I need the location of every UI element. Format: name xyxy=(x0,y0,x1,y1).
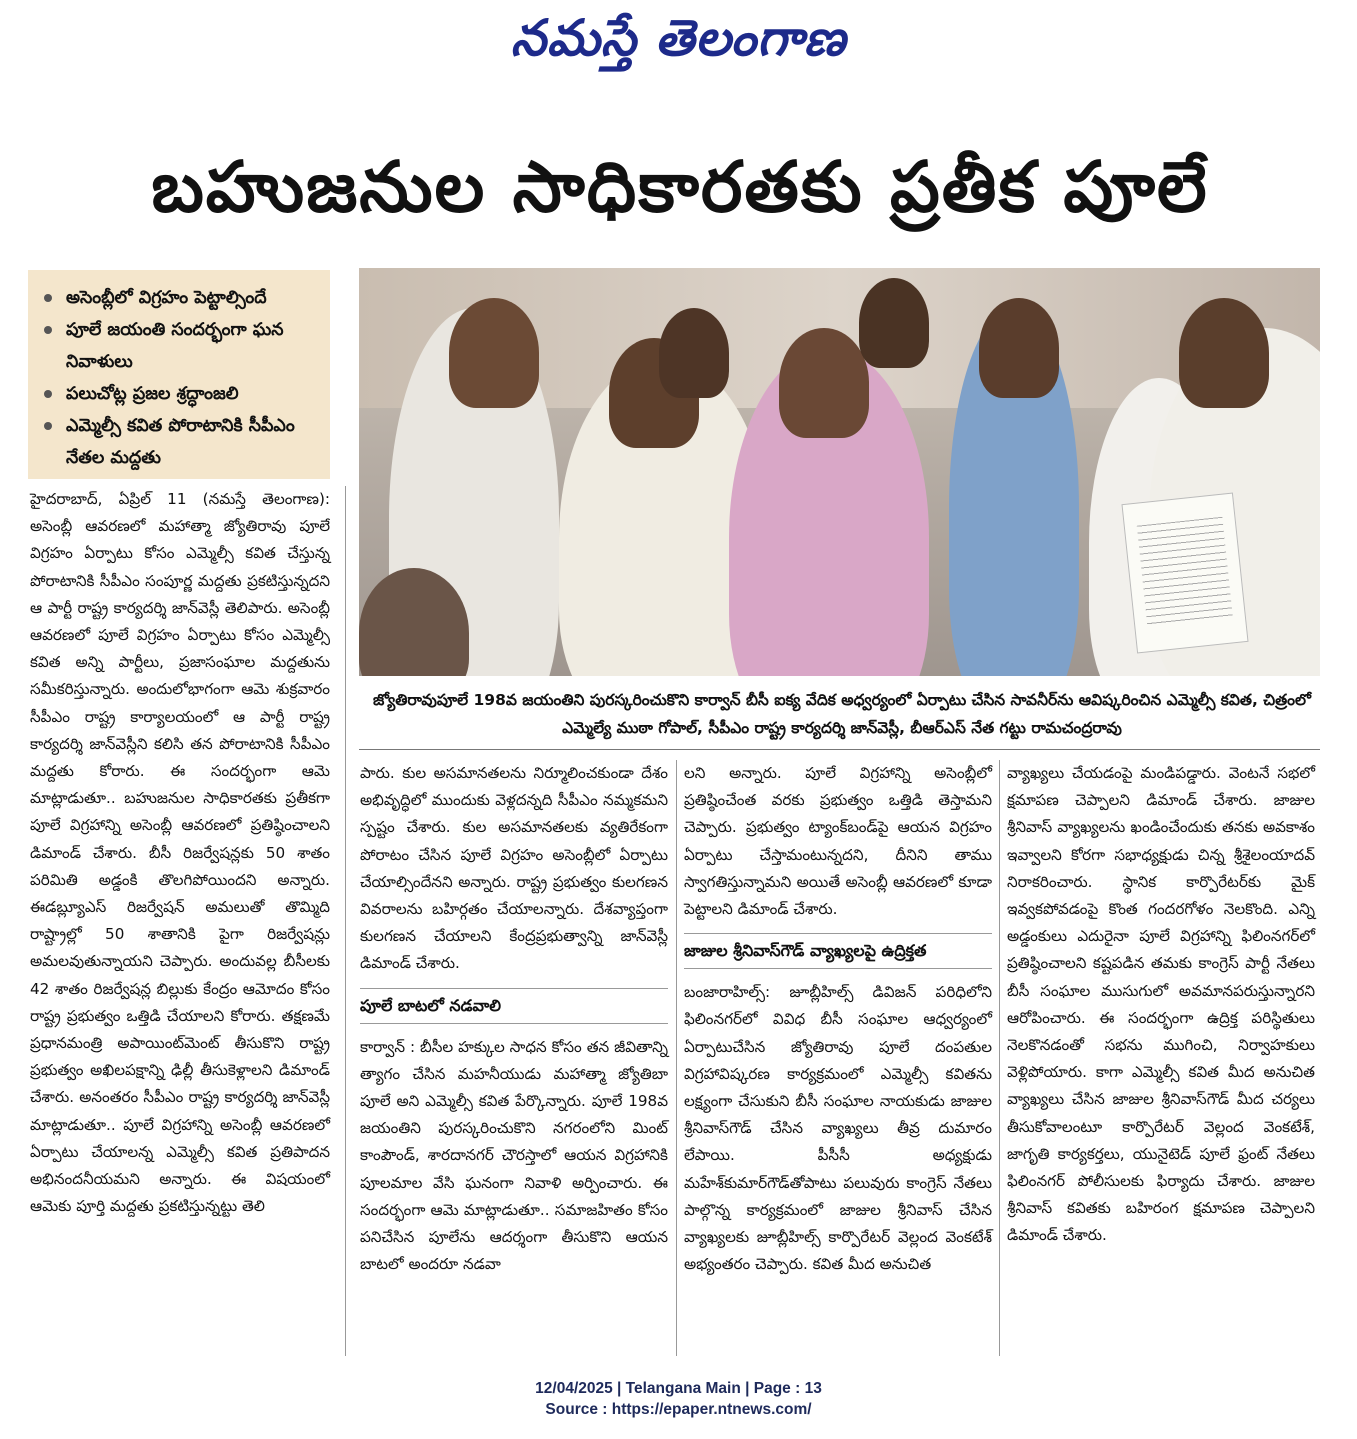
person-figure xyxy=(659,308,729,398)
news-photo xyxy=(359,268,1320,676)
article-paragraph: లని అన్నారు. పూలే విగ్రహాన్ని అసెంబ్లీలో ప్రతిష్ఠించేంత వరకు ప్రభుత్వం ఒత్తిడి తెస్తామని చెప్పారు. ప్రభుత్వం ట్యాంక్‌బండ్‌పై ఆయన విగ్రహం ఏర్పాటు చేస్తామంటున్నదని, దీనిని తాము స్వాగతిస్తున్నామని అయితే అసెంబ్లీ ఆవరణలో కూడా పెట్టాలని డిమాండ్ చేశారు. xyxy=(684,764,992,919)
highlight-text: పలుచోట్ల ప్రజల శ్రద్ధాంజలి xyxy=(66,384,239,404)
highlight-text: ఎమ్మెల్సీ కవిత పోరాటానికి సీపీఎం నేతల మద్దతు xyxy=(66,416,295,468)
highlight-item xyxy=(40,410,322,474)
subheading: పూలే బాటలో నడవాలి xyxy=(360,988,668,1024)
person-figure xyxy=(859,278,929,368)
footer-date-page: 12/04/2025 | Telangana Main | Page : 13 xyxy=(535,1380,822,1397)
bullet-icon xyxy=(44,390,52,398)
souvenir-document xyxy=(1121,493,1248,654)
highlight-text: అసెంబ్లీలో విగ్రహం పెట్టాల్సిందే xyxy=(66,288,267,308)
page-footer xyxy=(0,1378,1357,1420)
article-paragraph: హైదరాబాద్, ఏప్రిల్ 11 (నమస్తే తెలంగాణ): అసెంబ్లీ ఆవరణలో మహాత్మా జ్యోతిరావు పూలే విగ్రహం ఏర్పాటు కోసం ఎమ్మెల్సీ కవిత చేస్తున్న పోరాటానికి సీపీఎం సంపూర్ణ మద్దతు ప్రకటిస్తున్నదని ఆ పార్టీ రాష్ట్ర కార్యదర్శి జాన్‌వెస్లీ తెలిపారు. అసెంబ్లీ ఆవరణలో పూలే విగ్రహం ఏర్పాటు కోసం ఎమ్మెల్సీ కవిత అన్ని పార్టీలు, ప్రజాసంఘాల మద్దతును సమీకరిస్తున్నారు. అందులోభాగంగా ఆమె శుక్రవారం సీపీఎం రాష్ట్ర కార్యాలయంలో ఆ పార్టీ రాష్ట్ర కార్యదర్శి జాన్‌వెస్లీని కలిసి తన పోరాటానికి సీపీఎం మద్దతు కోరారు. ఈ సందర్భంగా ఆమె మాట్లాడుతూ.. బహుజనుల సాధికారతకు ప్రతీకగా పూలే విగ్రహాన్ని అసెంబ్లీ ఆవరణలో ప్రతిష్ఠించాలని డిమాండ్ చేశారు. బీసీ రిజర్వేషన్లకు 50 శాతం పరిమితి అడ్డంకి తొలగిపోయిందని అన్నారు. ఈడబ్ల్యూఎస్ రిజర్వేషన్ అమలుతో తొమ్మిది రాష్ట్రాల్లో 50 శాతానికి పైగా రిజర్వేషన్లు అమలవుతున్నాయని చెప్పారు. అందువల్ల బీసీలకు 42 శాతం రిజర్వేషన్ల బిల్లుకు కేంద్రం ఆమోదం కోసం రాష్ట్ర ప్రభుత్వం ఒత్తిడి చేయాలని కోరారు. తక్షణమే ప్రధానమంత్రి అపాయింట్‌మెంట్ తీసుకొని రాష్ట్ర ప్రభుత్వం అఖిలపక్షాన్ని ఢిల్లీ తీసుకెళ్లాలని డిమాండ్ చేశారు. అనంతరం సీపీఎం రాష్ట్ర కార్యదర్శి జాన్‌వెస్లీ మాట్లాడుతూ.. పూలే విగ్రహాన్ని అసెంబ్లీ ఆవరణలో ఏర్పాటు చేయాలన్న ఎమ్మెల్సీ కవిత ప్రతిపాదన అభినందనీయమని అన్నారు. ఈ విషయంలో ఆమెకు పూర్తి మద్దతు ప్రకటిస్తున్నట్టు తెలి xyxy=(30,490,330,1216)
bullet-icon xyxy=(44,326,52,334)
highlight-text: పూలే జయంతి సందర్భంగా ఘన నివాళులు xyxy=(66,320,284,372)
article-paragraph: పారు. కుల అసమానతలను నిర్మూలించకుండా దేశం అభివృద్ధిలో ముందుకు వెళ్లదన్నది సీపీఎం నమ్మకమని స్పష్టం చేశారు. కుల అసమానతలకు వ్యతిరేకంగా పోరాటం చేసిన పూలే విగ్రహం అసెంబ్లీలో ఏర్పాటు చేయాల్సిందేనని అన్నారు. రాష్ట్ర ప్రభుత్వం కులగణన వివరాలను బహిర్గతం చేయాలన్నారు. దేశవ్యాప్తంగా కులగణన చేయాలని కేంద్రప్రభుత్వాన్ని జాన్‌వెస్లీ డిమాండ్ చేశారు. xyxy=(360,764,668,973)
masthead-title: నమస్తే తెలంగాణ xyxy=(510,8,847,67)
article-column-4 xyxy=(1007,760,1315,1250)
person-figure xyxy=(779,328,869,438)
person-figure xyxy=(1179,298,1269,408)
column-divider xyxy=(345,486,346,1356)
article-column-2 xyxy=(360,760,668,1278)
article-paragraph: బంజారాహిల్స్: జూబ్లీహిల్స్ డివిజన్ పరిధిలోని ఫిలింనగర్‌లో వివిధ బీసీ సంఘాల ఆధ్వర్యంలో ఏర్పాటుచేసిన జ్యోతిరావు పూలే దంపతుల విగ్రహావిష్కరణ కార్యక్రమంలో ఎమ్మెల్సీ కవితను లక్ష్యంగా చేసుకుని బీసీ సంఘాల నాయకుడు జాజుల శ్రీనివాస్‌గౌడ్ చేసిన వ్యాఖ్యలు తీవ్ర దుమారం లేపాయి. పీసీసీ అధ్యక్షుడు మహేశ్‌కుమార్‌గౌడ్‌తోపాటు పలువురు కాంగ్రెస్ నేతలు పాల్గొన్న కార్యక్రమంలో జాజుల శ్రీనివాస్ చేసిన వ్యాఖ్యలకు జూబ్లీహిల్స్ కార్పొరేటర్ వెల్లంద వెంకటేశ్ అభ్యంతరం చెప్పారు. కవిత మీద అనుచిత xyxy=(684,983,992,1274)
bullet-icon xyxy=(44,422,52,430)
article-column-1 xyxy=(30,486,330,1220)
subheading: జాజుల శ్రీనివాస్‌గౌడ్ వ్యాఖ్యలపై ఉద్రిక్తత xyxy=(684,933,992,969)
caption-divider xyxy=(359,749,1320,750)
column-divider xyxy=(999,760,1000,1356)
person-figure xyxy=(449,298,539,408)
article-paragraph: వ్యాఖ్యలు చేయడంపై మండిపడ్డారు. వెంటనే సభలో క్షమాపణ చెప్పాలని డిమాండ్ చేశారు. జాజుల శ్రీనివాస్ వ్యాఖ్యలను ఖండించేందుకు తనకు అవకాశం ఇవ్వాలని కోరగా సభాధ్యక్షుడు చిన్న శ్రీశైలంయాదవ్ నిరాకరించారు. స్థానిక కార్పొరేటర్‌కు మైక్ ఇవ్వకపోవడంపై కొంత గందరగోళం నెలకొంది. ఎన్ని అడ్డంకులు ఎదురైనా పూలే విగ్రహాన్ని ఫిలింనగర్‌లో ప్రతిష్ఠించాలని కష్టపడిన తమకు కాంగ్రెస్ పార్టీ నేతలు బీసీ సంఘాల ముసుగులో అవమానపరుస్తున్నారని ఆరోపించారు. ఈ సందర్భంగా ఉద్రిక్త పరిస్థితులు నెలకొనడంతో సభను ముగించి, నిర్వాహకులు వెళ్లిపోయారు. కాగా ఎమ్మెల్సీ కవిత మీద అనుచిత వ్యాఖ్యలు చేసిన జాజుల శ్రీనివాస్‌గౌడ్ మీద చర్యలు తీసుకోవాలంటూ కార్పొరేటర్ వెల్లంద వెంకటేశ్, జాగృతి కార్యకర్తలు, యునైటెడ్ పూలే ఫ్రంట్ నేతలు ఫిలింనగర్ పోలీసులకు ఫిర్యాదు చేశారు. జాజుల శ్రీనివాస్ కవితకు బహిరంగ క్షమాపణ చెప్పాలని డిమాండ్ చేశారు. xyxy=(1007,764,1315,1245)
footer-source: Source : https://epaper.ntnews.com/ xyxy=(545,1401,812,1418)
highlight-item xyxy=(40,282,322,314)
person-figure xyxy=(979,298,1059,398)
highlight-item xyxy=(40,378,322,410)
highlight-item xyxy=(40,314,322,378)
highlights-box xyxy=(28,270,330,479)
bullet-icon xyxy=(44,294,52,302)
headline: బహుజనుల సాధికారతకు ప్రతీక పూలే xyxy=(151,146,1209,228)
article-paragraph: కార్వాన్ : బీసీల హక్కుల సాధన కోసం తన జీవితాన్ని త్యాగం చేసిన మహనీయుడు మహాత్మా జ్యోతిబా పూలే అని ఎమ్మెల్సీ కవిత పేర్కొన్నారు. పూలే 198వ జయంతిని పురస్కరించుకొని నగరంలోని మింట్ కాంపౌండ్, శారదానగర్ చౌరస్తాలో ఆయన విగ్రహానికి పూలమాల వేసి ఘనంగా నివాళి అర్పించారు. ఈ సందర్భంగా ఆమె మాట్లాడుతూ.. సమాజహితం కోసం పనిచేసిన పూలేను ఆదర్శంగా తీసుకొని ఆయన బాటలో అందరూ నడవా xyxy=(360,1037,668,1274)
column-divider xyxy=(676,760,677,1356)
article-column-3 xyxy=(684,760,992,1278)
photo-caption: జ్యోతిరావుపూలే 198వ జయంతిని పురస్కరించుకొని కార్వాన్ బీసీ ఐక్య వేదిక అధ్వర్యంలో ఏర్పాటు చేసిన సావనీర్‌ను ఆవిష్కరించిన ఎమ్మెల్సీ కవిత, చిత్రంలో ఎమ్మెల్యే ముఠా గోపాల్, సీపీఎం రాష్ట్ర కార్యదర్శి జాన్‌వెస్లీ, బీఆర్ఎస్ నేత గట్టు రామచంద్రరావు xyxy=(373,691,1311,737)
